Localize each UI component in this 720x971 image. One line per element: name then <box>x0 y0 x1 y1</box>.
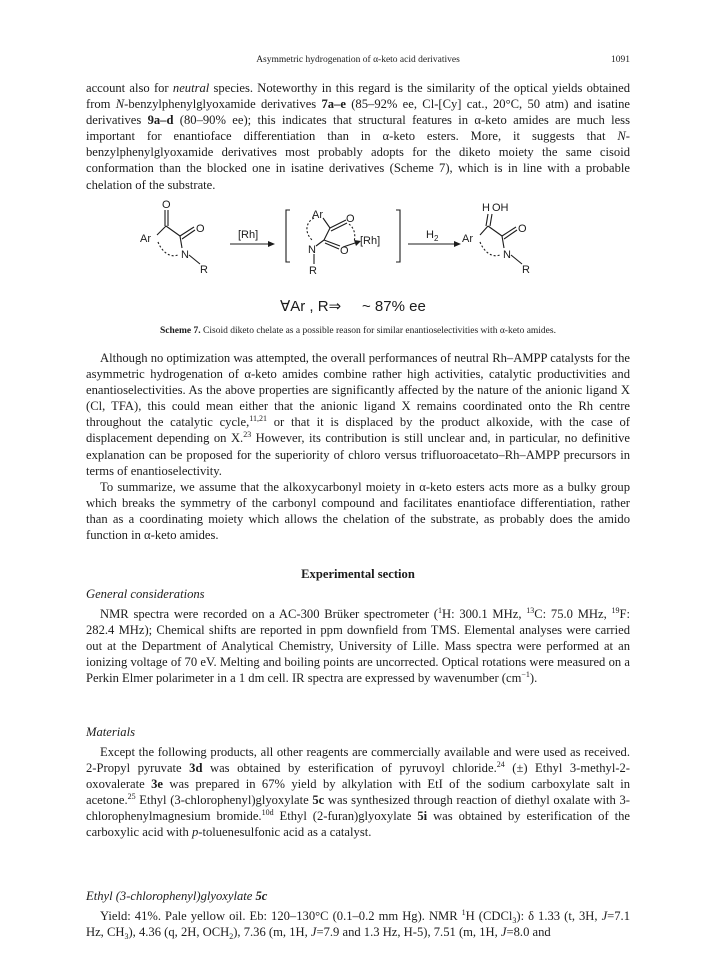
citation: 24 <box>496 760 505 770</box>
subscript: 2 <box>229 932 234 942</box>
superscript: 1 <box>437 606 442 615</box>
text: Ethyl (2-furan)glyoxylate <box>273 809 418 824</box>
citation: 11,21 <box>249 414 267 424</box>
text: Ethyl (3-chlorophenyl)glyoxylate <box>135 793 313 808</box>
compound-ref: 7a–e <box>321 97 346 112</box>
page-number: 1091 <box>611 55 630 65</box>
text-italic: J <box>310 925 317 940</box>
paragraph-general-considerations <box>86 606 630 686</box>
atom-N: N <box>181 249 189 261</box>
text: ): δ 1.33 (t, 3H, <box>516 909 602 923</box>
text: ), 7.36 (m, 1H, <box>233 925 311 940</box>
scheme-7-figure <box>130 200 590 318</box>
text: was prepared in 67% yield by alkylation with EtI of the sodium carboxylate salt in acetone. <box>86 777 631 808</box>
text: or that it is displaced by the product alkoxide, with the case of displacement depending on X. <box>86 415 630 446</box>
atom-O: O <box>162 200 171 211</box>
text: was obtained by esterification of pyruvoyl chloride. <box>202 761 497 776</box>
citation: 10d <box>261 808 274 818</box>
compound-ref: 5i <box>417 809 428 824</box>
text: F: 282.4 MHz); Chemical shifts are reported in ppm downfield from TMS. Elemental analyses were carried out at the Department of Analytical Chemistry, University of Lille. Mass spectra were performed at an ionizing voltage of 70 eV. Melting and boiling points are uncorrected. Optical rotations were measured on a Perkin Elmer polarimeter in a 1 dm cell. IR spectra are expressed by wavenumber (cm <box>86 607 630 686</box>
text: (85–92% ee, Cl-[Cy] cat., 20°C, 50 atm) and isatine derivatives <box>86 97 630 128</box>
text: =8.0 and <box>506 925 551 940</box>
caption-label: Scheme 7. <box>160 326 201 336</box>
text-italic: p <box>191 825 199 840</box>
superscript: 13 <box>526 606 535 615</box>
subscript: 3 <box>124 932 129 942</box>
text: was synthesized through reaction of diethyl oxalate with 3-chlorophenylmagnesium bromide. <box>86 793 631 824</box>
text: Although no optimization was attempted, the overall performances of neutral Rh–AMPP catalysts for the asymmetric hydrogenation of α-keto amides combine rather high activities, catalytic productivities and enantioselectivities. As the above properties are significantly affected by the nature of the anionic ligand X (Cl, TFA), this could mean either that the anionic ligand X remains coordinated onto the Rh centre throughout the catalytic cycle, <box>86 351 630 430</box>
running-head <box>86 55 630 69</box>
atom-N: N <box>308 244 316 256</box>
reagent-label: $H_2$ <box>426 229 439 243</box>
superscript: 19 <box>611 606 620 615</box>
text: -benzylphenylglyoxamide derivatives <box>124 97 322 112</box>
citation: 23 <box>243 430 252 440</box>
text: H: 300.1 MHz, <box>441 607 527 621</box>
paragraph-overall-performances <box>86 350 630 543</box>
text: was obtained by esterification of the carboxylic acid with <box>86 809 631 840</box>
running-head-title: Asymmetric hydrogenation of α-keto acid derivatives <box>256 55 460 65</box>
text: Except the following products, all other reagents are commercially available and were used as received. 2-Propyl pyruvate <box>86 745 630 776</box>
section-heading: Experimental section <box>301 567 415 581</box>
atom-R: R <box>522 264 530 276</box>
scheme-summary-condition: ∀Ar , R⇒ <box>280 298 342 315</box>
text: ), 4.36 (q, 2H, OCH <box>128 925 230 940</box>
paragraph-compound-data <box>86 908 630 940</box>
superscript: 1 <box>461 908 466 917</box>
superscript: −1 <box>521 670 530 680</box>
atom-O: O <box>196 223 205 235</box>
atom-OH: OH <box>492 202 509 214</box>
text: account also for <box>86 81 173 95</box>
compound-ref: 3e <box>151 777 164 792</box>
atom-O: O <box>340 245 349 257</box>
text: However, its contribution is still unclear and, in particular, no definitive explanation can be proposed for the superiority of chloro versus trifluoroacetato–Rh–AMPP precursors in terms of enantioselectivity. <box>86 431 631 478</box>
atom-R: R <box>309 265 317 277</box>
caption-text: Cisoid diketo chelate as a possible reason for similar enantioselectivities with α-keto amides. <box>200 326 556 336</box>
paragraph-neutral-species <box>86 80 630 193</box>
compound-name: Ethyl (3-chlorophenyl)glyoxylate <box>86 889 256 903</box>
text-italic: N <box>115 97 125 112</box>
text: C: 75.0 MHz, <box>534 607 612 621</box>
text: species. Noteworthy in this regard is the similarity of the optical yields obtained from <box>86 81 630 112</box>
atom-H: H <box>482 202 490 214</box>
compound-heading <box>86 888 630 904</box>
subscript: 3 <box>512 916 517 925</box>
text: (±) Ethyl 3-methyl-2-oxovalerate <box>86 761 631 792</box>
compound-ref: 9a–d <box>147 113 174 128</box>
text: To summarize, we assume that the alkoxycarbonyl moiety in α-keto esters acts more as a bulky group which breaks the symmetry of the carbonyl compound and facilitates enantioface differentiation, rather than as a coordinating moiety which allows the chelation of the substrate, as probably does the amido function in α-keto amides. <box>86 479 630 543</box>
text-italic: N <box>617 129 626 144</box>
scheme-summary-ee: ~ 87% ee <box>362 298 426 315</box>
catalyst-label: [Rh] <box>238 229 259 241</box>
atom-Ar: Ar <box>312 209 323 221</box>
text: Yield: 41%. Pale yellow oil. Eb: 120–130°C (0.1–0.2 mm Hg). NMR <box>100 909 462 923</box>
subsection-heading-general: General considerations <box>86 587 205 601</box>
atom-N: N <box>503 249 511 261</box>
atom-O: O <box>346 213 355 225</box>
atom-O: O <box>518 223 527 235</box>
citation: 25 <box>127 792 136 802</box>
atom-R: R <box>200 264 208 276</box>
text: =7.9 and 1.3 Hz, H-5), 7.51 (m, 1H, <box>316 925 501 940</box>
text: NMR spectra were recorded on a AC-300 Brüker spectrometer ( <box>100 607 438 621</box>
atom-Ar: Ar <box>462 233 473 245</box>
rhodium-center: [Rh] <box>360 235 381 247</box>
text-italic: neutral <box>172 81 210 95</box>
text-italic: J <box>601 909 608 923</box>
text-italic: J <box>500 925 507 940</box>
text: (80–90% ee); this indicates that structural features in α-keto amides are much less important for enantioface differentiation than in α-keto esters. More, it suggests that <box>86 113 630 144</box>
text: -benzylphenylglyoxamide derivatives most probably adopts for the diketo moiety the same cisoid conformation than the blocked one in isatine derivatives (Scheme 7), which is in line with a probable chelation of the substrate. <box>86 129 630 192</box>
scheme-caption <box>86 326 630 336</box>
paragraph-materials <box>86 744 630 841</box>
compound-id: 5c <box>255 889 268 903</box>
subsection-heading-materials: Materials <box>86 725 135 739</box>
compound-ref: 3d <box>189 761 203 776</box>
text: ). <box>529 671 538 686</box>
text: -toluenesulfonic acid as a catalyst. <box>198 825 372 840</box>
text: H (CDCl <box>465 909 513 923</box>
text: =7.1 Hz, CH <box>86 909 631 940</box>
compound-ref: 5c <box>312 793 325 808</box>
atom-Ar: Ar <box>140 233 151 245</box>
